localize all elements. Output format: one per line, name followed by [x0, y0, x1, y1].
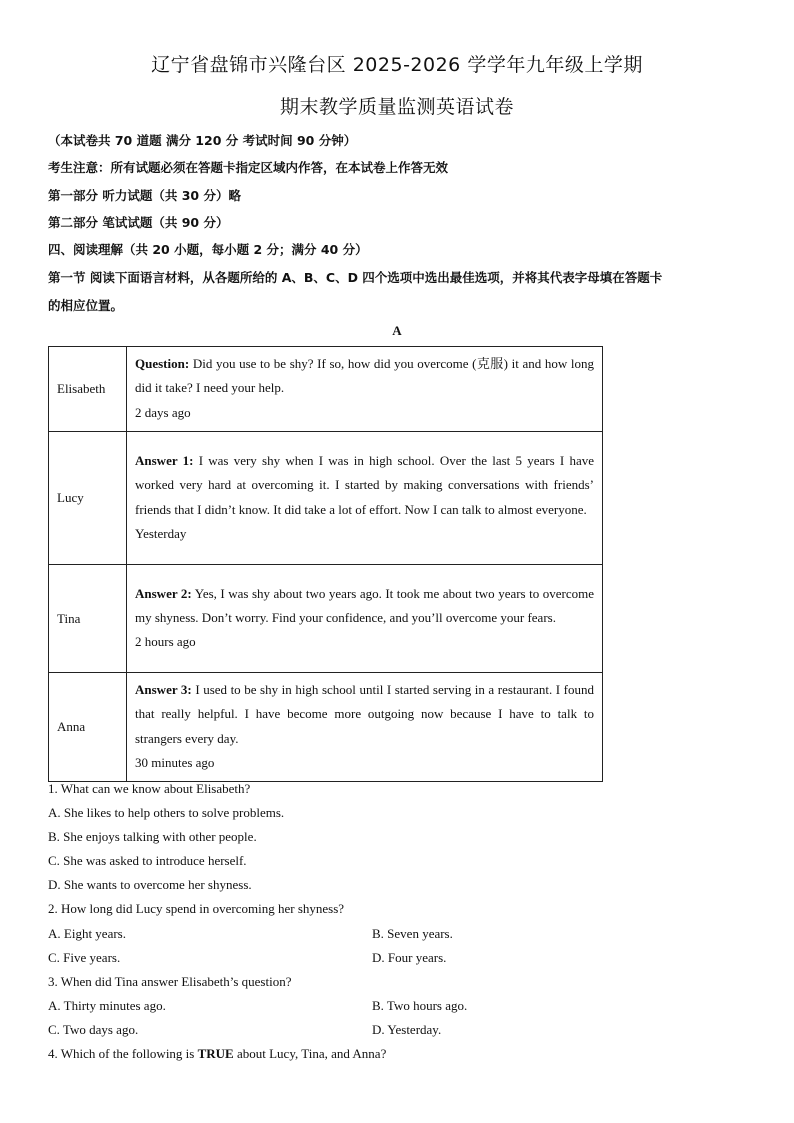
- q3-option-a[interactable]: A. Thirty minutes ago.: [48, 998, 166, 1013]
- post-label: Answer 3:: [135, 682, 192, 697]
- q3-option-b[interactable]: B. Two hours ago.: [372, 998, 468, 1013]
- part-one-heading: 第一部分 听力试题（共 30 分）略: [48, 188, 241, 203]
- table-row: [49, 432, 603, 565]
- table-row: [49, 347, 603, 432]
- q4-stem-post: about Lucy, Tina, and Anna?: [233, 1046, 387, 1061]
- post-time: 30 minutes ago: [135, 754, 215, 770]
- question-1-stem: 1. What can we know about Elisabeth?: [48, 781, 251, 796]
- candidate-notice: 考生注意：所有试题必须在答题卡指定区域内作答，在本试卷上作答无效: [48, 160, 449, 175]
- q4-stem-emphasis: TRUE: [197, 1046, 234, 1061]
- instruction-line-2: 的相应位置。: [48, 298, 124, 313]
- q2-option-d[interactable]: D. Four years.: [372, 950, 447, 965]
- question-4-stem: [48, 1046, 386, 1062]
- poster-name: Elisabeth: [49, 347, 127, 432]
- instruction-line-1: 第一节 阅读下面语言材料，从各题所给的 A、B、C、D 四个选项中选出最佳选项，并将其代表字母填在答题卡: [48, 270, 663, 285]
- q2-option-c[interactable]: C. Five years.: [48, 950, 121, 965]
- post-body: [127, 432, 603, 565]
- post-text: I used to be shy in high school until I started serving in a restaurant. I found that really helpful. I have become more outgoing now because I have to talk to strangers every day.: [135, 682, 594, 746]
- post-body: [127, 347, 603, 432]
- exam-info: （本试卷共 70 道题 满分 120 分 考试时间 90 分钟）: [48, 133, 357, 148]
- question-2-stem: 2. How long did Lucy spend in overcoming her shyness?: [48, 901, 345, 916]
- q1-option-b[interactable]: B. She enjoys talking with other people.: [48, 829, 257, 844]
- question-3-stem: 3. When did Tina answer Elisabeth’s question?: [48, 974, 292, 989]
- forum-table: [48, 346, 603, 782]
- table-row: [49, 565, 603, 673]
- post-text: Did you use to be shy? If so, how did you overcome (克服) it and how long did it take? I need your help.: [135, 356, 594, 396]
- q4-stem-pre: 4. Which of the following is: [48, 1046, 198, 1061]
- q3-option-d[interactable]: D. Yesterday.: [372, 1022, 442, 1037]
- post-label: Question:: [135, 356, 190, 372]
- post-text: Yes, I was shy about two years ago. It took me about two years to overcome my shyness. Don’t worry. Find your confidence, and you’ll overcome your fears.: [135, 585, 594, 625]
- post-text: I was very shy when I was in high school. Over the last 5 years I have worked very hard at overcoming it. I started by making conversations with friends’ friends that I didn’t know. It did take a lot of effort. Now I can talk to almost everyone.: [135, 452, 595, 517]
- post-time: Yesterday: [135, 525, 187, 541]
- q1-option-d[interactable]: D. She wants to overcome her shyness.: [48, 877, 252, 892]
- poster-name: Lucy: [49, 432, 127, 565]
- exam-title-line-1: 辽宁省盘锦市兴隆台区 2025-2026 学学年九年级上学期: [151, 54, 643, 76]
- table-row: [49, 673, 603, 782]
- section-heading: 四、阅读理解（共 20 小题，每小题 2 分；满分 40 分）: [48, 242, 368, 257]
- post-body: [127, 673, 603, 782]
- q1-option-a[interactable]: A. She likes to help others to solve problems.: [48, 805, 285, 820]
- q2-option-a[interactable]: A. Eight years.: [48, 926, 126, 941]
- post-body: [127, 565, 603, 673]
- part-two-heading: 第二部分 笔试试题（共 90 分）: [48, 215, 229, 230]
- exam-title-line-2: 期末教学质量监测英语试卷: [279, 96, 514, 118]
- post-label: Answer 1:: [135, 452, 194, 468]
- poster-name: Tina: [49, 565, 127, 673]
- post-time: 2 hours ago: [135, 634, 196, 650]
- q1-option-c[interactable]: C. She was asked to introduce herself.: [48, 853, 247, 868]
- post-time: 2 days ago: [135, 404, 191, 420]
- post-label: Answer 2:: [135, 585, 192, 601]
- q2-option-b[interactable]: B. Seven years.: [372, 926, 453, 941]
- passage-label: A: [392, 323, 402, 338]
- poster-name: Anna: [49, 673, 127, 782]
- q3-option-c[interactable]: C. Two days ago.: [48, 1022, 139, 1037]
